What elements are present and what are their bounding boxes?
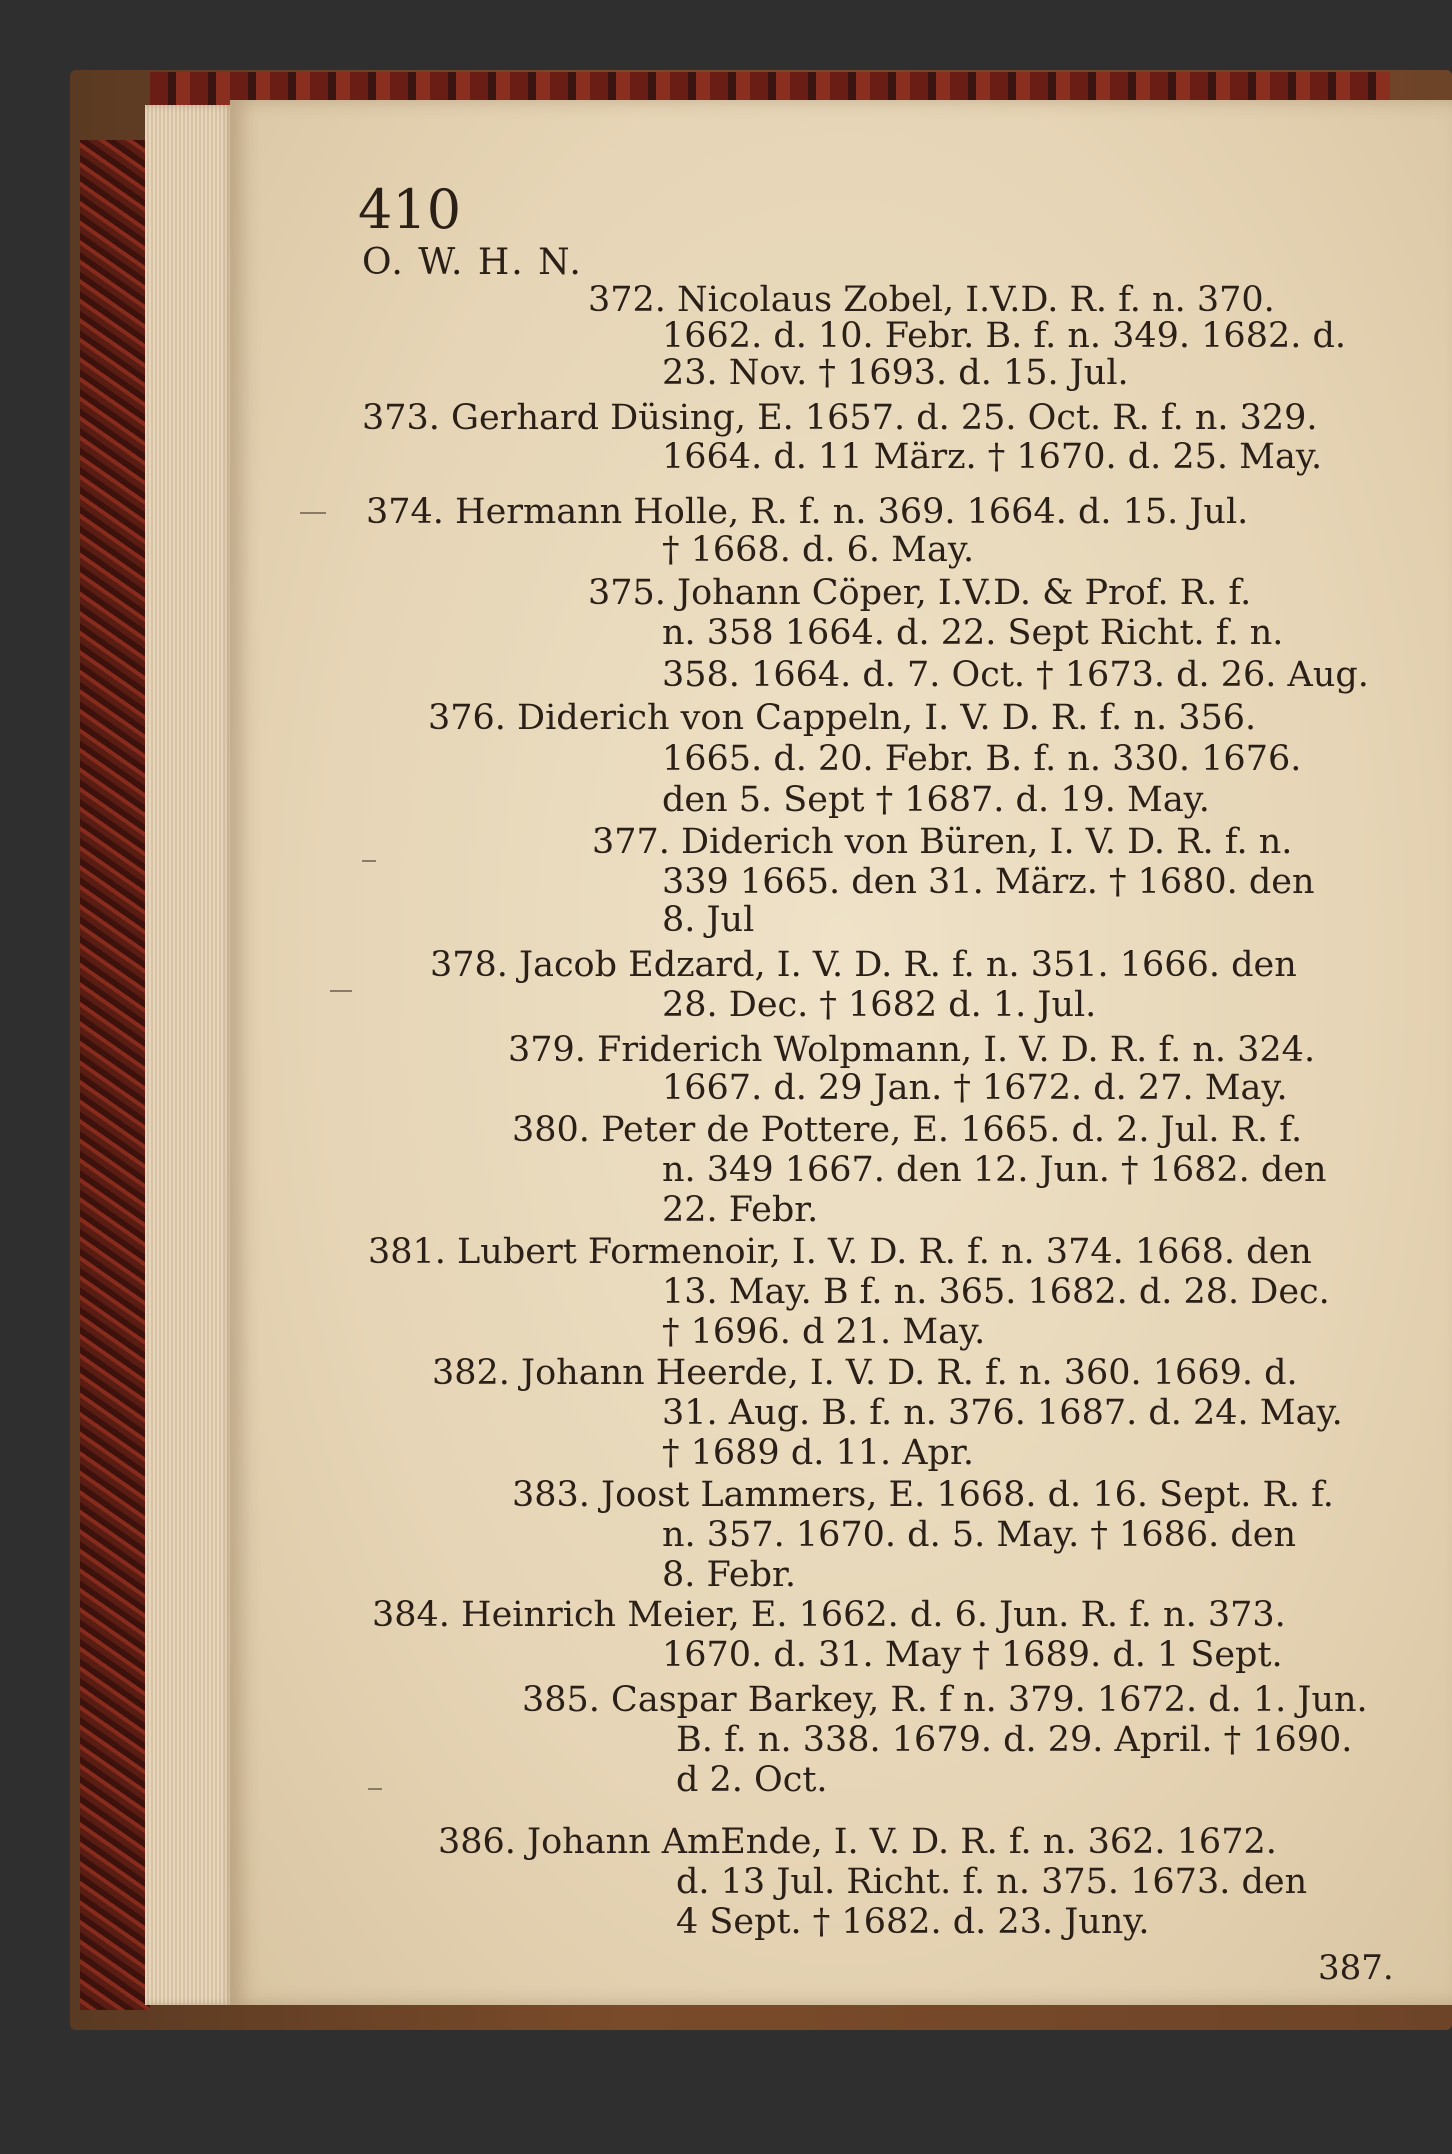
entry-line: n. 349 1667. den 12. Jun. † 1682. den — [662, 1150, 1327, 1190]
margin-mark — [368, 1788, 382, 1790]
entry-line: n. 357. 1670. d. 5. May. † 1686. den — [662, 1515, 1297, 1555]
marbled-cover-edge — [80, 140, 150, 2010]
running-header: O. W. H. N. — [362, 242, 583, 283]
entry-line: † 1668. d. 6. May. — [662, 530, 975, 570]
entry-line: 384. Heinrich Meier, E. 1662. d. 6. Jun. R. f. n. 373. — [372, 1595, 1286, 1635]
entry-line: 1665. d. 20. Febr. B. f. n. 330. 1676. — [662, 739, 1302, 779]
entry-line: 379. Friderich Wolpmann, I. V. D. R. f. n. 324. — [508, 1030, 1316, 1070]
entry-line: † 1689 d. 11. Apr. — [662, 1433, 974, 1473]
entry-line: 380. Peter de Pottere, E. 1665. d. 2. Jul. R. f. — [512, 1110, 1303, 1150]
margin-mark — [300, 512, 326, 514]
entry-line: 376. Diderich von Cappeln, I. V. D. R. f. n. 356. — [428, 698, 1257, 738]
entry-line: 8. Jul — [662, 900, 755, 940]
entry-line: 372. Nicolaus Zobel, I.V.D. R. f. n. 370. — [588, 280, 1275, 320]
entry-line: 22. Febr. — [662, 1190, 819, 1230]
entry-line: 339 1665. den 31. März. † 1680. den — [662, 862, 1315, 902]
page-number: 410 — [358, 178, 462, 241]
entry-line: den 5. Sept † 1687. d. 19. May. — [662, 780, 1210, 820]
entry-line: 374. Hermann Holle, R. f. n. 369. 1664. d. 15. Jul. — [366, 492, 1249, 532]
entry-line: 1662. d. 10. Febr. B. f. n. 349. 1682. d. — [662, 316, 1347, 356]
entry-line: 385. Caspar Barkey, R. f n. 379. 1672. d. 1. Jun. — [522, 1680, 1368, 1720]
margin-mark — [330, 990, 352, 992]
page-edges — [145, 105, 235, 2005]
entry-line: 386. Johann AmEnde, I. V. D. R. f. n. 362. 1672. — [438, 1822, 1277, 1862]
entry-line: 13. May. B f. n. 365. 1682. d. 28. Dec. — [662, 1272, 1330, 1312]
entry-line: 378. Jacob Edzard, I. V. D. R. f. n. 351. 1666. den — [430, 945, 1297, 985]
entry-line: 1670. d. 31. May † 1689. d. 1 Sept. — [662, 1635, 1283, 1675]
entry-line: 28. Dec. † 1682 d. 1. Jul. — [662, 985, 1097, 1025]
entry-line: d 2. Oct. — [676, 1760, 828, 1800]
entry-line: 382. Johann Heerde, I. V. D. R. f. n. 360. 1669. d. — [432, 1353, 1298, 1393]
entry-line: 383. Joost Lammers, E. 1668. d. 16. Sept. R. f. — [512, 1475, 1334, 1515]
entry-line: 1664. d. 11 März. † 1670. d. 25. May. — [662, 437, 1323, 477]
entry-line: 373. Gerhard Düsing, E. 1657. d. 25. Oct. R. f. n. 329. — [362, 398, 1318, 438]
entry-line: 8. Febr. — [662, 1555, 797, 1595]
margin-mark — [362, 860, 376, 862]
entry-line: 4 Sept. † 1682. d. 23. Juny. — [676, 1902, 1150, 1942]
entry-line: 1667. d. 29 Jan. † 1672. d. 27. May. — [662, 1068, 1288, 1108]
entry-line: 31. Aug. B. f. n. 376. 1687. d. 24. May. — [662, 1393, 1343, 1433]
entry-line: 375. Johann Cöper, I.V.D. & Prof. R. f. — [588, 573, 1252, 613]
entry-line: 23. Nov. † 1693. d. 15. Jul. — [662, 353, 1129, 393]
entry-line: d. 13 Jul. Richt. f. n. 375. 1673. den — [676, 1862, 1308, 1902]
entry-line: 358. 1664. d. 7. Oct. † 1673. d. 26. Aug. — [662, 655, 1369, 695]
entry-line: 381. Lubert Formenoir, I. V. D. R. f. n. 374. 1668. den — [368, 1232, 1312, 1272]
entry-line: n. 358 1664. d. 22. Sept Richt. f. n. — [662, 613, 1284, 653]
catchword: 387. — [1318, 1948, 1394, 1988]
entry-line: B. f. n. 338. 1679. d. 29. April. † 1690. — [676, 1720, 1353, 1760]
entry-line: 377. Diderich von Büren, I. V. D. R. f. n. — [592, 822, 1293, 862]
entry-line: † 1696. d 21. May. — [662, 1312, 986, 1352]
